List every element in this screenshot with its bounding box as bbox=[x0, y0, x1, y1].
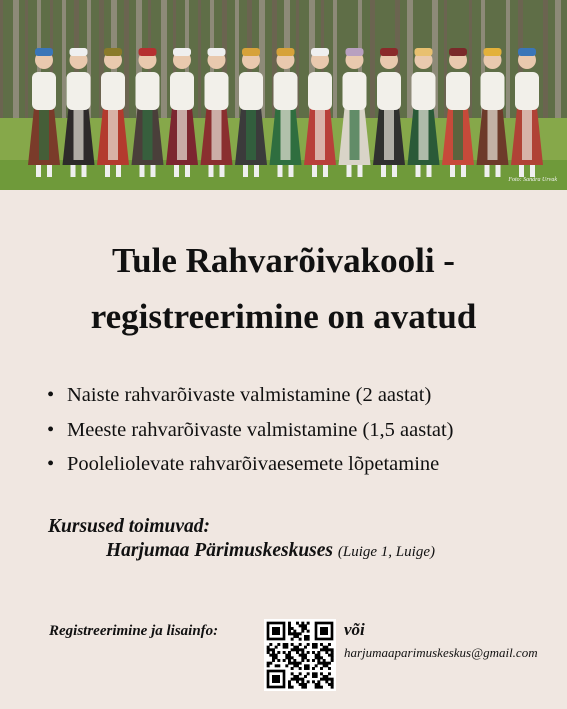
qr-module bbox=[301, 680, 304, 683]
qr-module bbox=[277, 643, 280, 646]
registration-label: Registreerimine ja lisainfo: bbox=[49, 623, 219, 639]
qr-module bbox=[301, 659, 304, 662]
costume-headwear bbox=[173, 48, 191, 56]
costume-headwear bbox=[277, 48, 295, 56]
qr-module bbox=[277, 651, 280, 654]
qr-module bbox=[307, 680, 310, 683]
qr-module bbox=[299, 662, 302, 665]
qr-module bbox=[331, 651, 334, 654]
course-item-women: • Naiste rahvarõivaste valmistamine (2 aastat) bbox=[47, 378, 454, 413]
qr-module bbox=[315, 656, 318, 659]
qr-module bbox=[293, 646, 296, 649]
or-label: või bbox=[344, 620, 365, 639]
figure-leg bbox=[209, 165, 214, 177]
costume-blouse bbox=[239, 72, 263, 110]
qr-module bbox=[307, 659, 310, 662]
qr-module bbox=[288, 632, 291, 635]
qr-module bbox=[272, 656, 275, 659]
qr-module bbox=[304, 683, 307, 686]
qr-module bbox=[288, 662, 291, 665]
costume-blouse bbox=[412, 72, 436, 110]
qr-module bbox=[301, 648, 304, 651]
figure-leg bbox=[289, 165, 294, 177]
qr-module bbox=[304, 656, 307, 659]
costume-headwear bbox=[311, 48, 329, 56]
qr-module bbox=[315, 675, 318, 678]
qr-module bbox=[307, 643, 310, 646]
qr-module bbox=[331, 656, 334, 659]
qr-module bbox=[269, 654, 272, 657]
qr-module bbox=[323, 662, 326, 665]
qr-module bbox=[331, 683, 334, 686]
tree-trunk bbox=[25, 0, 28, 125]
figure-leg bbox=[312, 165, 317, 177]
qr-module bbox=[291, 656, 294, 659]
qr-module bbox=[301, 651, 304, 654]
qr-module bbox=[288, 686, 291, 689]
qr-module bbox=[288, 624, 291, 627]
qr-module bbox=[307, 672, 310, 675]
figure-leg bbox=[220, 165, 225, 177]
tree-trunk bbox=[543, 0, 548, 125]
venue-line bbox=[106, 539, 435, 564]
costume-blouse bbox=[136, 72, 160, 110]
course-list bbox=[47, 378, 454, 482]
qr-module bbox=[277, 659, 280, 662]
qr-module bbox=[301, 624, 304, 627]
costume-apron bbox=[350, 110, 360, 160]
costume-apron bbox=[177, 110, 187, 160]
costume-headwear bbox=[518, 48, 536, 56]
costume-blouse bbox=[308, 72, 332, 110]
figure-leg bbox=[392, 165, 397, 177]
qr-module bbox=[304, 624, 307, 627]
tree-trunk bbox=[124, 0, 129, 125]
qr-finder bbox=[272, 675, 280, 683]
qr-module bbox=[299, 672, 302, 675]
qr-module bbox=[296, 632, 299, 635]
qr-module bbox=[267, 664, 270, 667]
qr-module bbox=[275, 656, 278, 659]
qr-module bbox=[323, 659, 326, 662]
qr-module bbox=[283, 651, 286, 654]
tree-trunk bbox=[235, 0, 239, 125]
qr-module bbox=[325, 678, 328, 681]
qr-module bbox=[267, 662, 270, 665]
qr-module bbox=[296, 646, 299, 649]
qr-module bbox=[304, 686, 307, 689]
qr-module bbox=[325, 664, 328, 667]
qr-module bbox=[325, 648, 328, 651]
costume-blouse bbox=[170, 72, 194, 110]
qr-module bbox=[328, 654, 331, 657]
qr-module bbox=[269, 643, 272, 646]
qr-module bbox=[296, 675, 299, 678]
costume-apron bbox=[74, 110, 84, 160]
qr-module bbox=[272, 648, 275, 651]
qr-module bbox=[317, 651, 320, 654]
costume-blouse bbox=[67, 72, 91, 110]
figure-leg bbox=[381, 165, 386, 177]
qr-module bbox=[291, 648, 294, 651]
venue-name: Harjumaa Pärimuskeskuses bbox=[106, 540, 334, 561]
qr-module bbox=[272, 651, 275, 654]
costume-apron bbox=[522, 110, 532, 160]
registration-email[interactable]: harjumaaparimuskeskus@gmail.com bbox=[344, 645, 538, 660]
qr-module bbox=[331, 680, 334, 683]
qr-module bbox=[328, 678, 331, 681]
qr-module bbox=[293, 675, 296, 678]
costume-apron bbox=[453, 110, 463, 160]
photo-credit: Foto: Sandra Urvak bbox=[508, 177, 557, 183]
title-line-1: Tule Rahvarõivakooli - bbox=[112, 241, 455, 280]
qr-module bbox=[331, 678, 334, 681]
costume-apron bbox=[315, 110, 325, 160]
title-line-2: registreerimine on avatud bbox=[90, 297, 477, 336]
qr-module bbox=[275, 664, 278, 667]
qr-module bbox=[328, 643, 331, 646]
figure-leg bbox=[36, 165, 41, 177]
qr-module bbox=[304, 664, 307, 667]
qr-module bbox=[307, 651, 310, 654]
qr-module bbox=[320, 667, 323, 670]
qr-module bbox=[307, 664, 310, 667]
qr-module bbox=[304, 667, 307, 670]
qr-module bbox=[291, 667, 294, 670]
qr-module bbox=[275, 646, 278, 649]
qr-module bbox=[291, 678, 294, 681]
qr-module bbox=[299, 654, 302, 657]
tree-trunk bbox=[62, 0, 66, 125]
qr-module bbox=[291, 686, 294, 689]
qr-module bbox=[267, 646, 270, 649]
qr-module bbox=[304, 627, 307, 630]
qr-module bbox=[269, 662, 272, 665]
qr-module bbox=[312, 651, 315, 654]
qr-module bbox=[299, 638, 302, 641]
qr-module bbox=[296, 664, 299, 667]
qr-module bbox=[288, 659, 291, 662]
qr-module bbox=[301, 678, 304, 681]
qr-module bbox=[299, 643, 302, 646]
qr-module bbox=[315, 643, 318, 646]
costume-blouse bbox=[274, 72, 298, 110]
costume-apron bbox=[108, 110, 118, 160]
costume-headwear bbox=[380, 48, 398, 56]
qr-module bbox=[320, 662, 323, 665]
figure-leg bbox=[243, 165, 248, 177]
qr-module bbox=[293, 632, 296, 635]
qr-module bbox=[328, 667, 331, 670]
qr-module bbox=[307, 667, 310, 670]
costume-apron bbox=[212, 110, 222, 160]
costume-headwear bbox=[35, 48, 53, 56]
qr-module bbox=[296, 635, 299, 638]
qr-module bbox=[323, 664, 326, 667]
qr-module bbox=[323, 678, 326, 681]
qr-module bbox=[299, 648, 302, 651]
qr-module bbox=[304, 646, 307, 649]
venue-address: (Luige 1, Luige) bbox=[337, 544, 435, 560]
qr-module bbox=[328, 672, 331, 675]
qr-module bbox=[275, 654, 278, 657]
figure-leg bbox=[358, 165, 363, 177]
qr-finder bbox=[272, 627, 280, 635]
qr-module bbox=[317, 662, 320, 665]
qr-module bbox=[320, 678, 323, 681]
qr-module bbox=[272, 654, 275, 657]
qr-module bbox=[323, 648, 326, 651]
qr-module bbox=[283, 659, 286, 662]
figure-leg bbox=[140, 165, 145, 177]
qr-module bbox=[301, 627, 304, 630]
qr-module bbox=[296, 622, 299, 625]
qr-module bbox=[325, 662, 328, 665]
qr-module bbox=[296, 648, 299, 651]
figure-leg bbox=[485, 165, 490, 177]
qr-module bbox=[304, 675, 307, 678]
qr-module bbox=[312, 667, 315, 670]
qr-module bbox=[312, 672, 315, 675]
qr-module bbox=[320, 686, 323, 689]
qr-module bbox=[312, 643, 315, 646]
figure-leg bbox=[278, 165, 283, 177]
qr-module bbox=[320, 672, 323, 675]
costume-headwear bbox=[346, 48, 364, 56]
costume-blouse bbox=[481, 72, 505, 110]
qr-module bbox=[299, 683, 302, 686]
qr-module bbox=[296, 678, 299, 681]
qr-module bbox=[291, 638, 294, 641]
tree-trunk bbox=[0, 0, 3, 125]
figure-leg bbox=[347, 165, 352, 177]
figure-leg bbox=[450, 165, 455, 177]
qr-module bbox=[323, 675, 326, 678]
qr-module bbox=[320, 656, 323, 659]
tree-trunk bbox=[198, 0, 201, 125]
qr-module bbox=[277, 664, 280, 667]
costume-headwear bbox=[415, 48, 433, 56]
qr-module bbox=[288, 622, 291, 625]
folk-costume-photo bbox=[0, 0, 567, 190]
qr-module bbox=[293, 664, 296, 667]
figure-leg bbox=[47, 165, 52, 177]
qr-module bbox=[296, 680, 299, 683]
costume-apron bbox=[488, 110, 498, 160]
page-title bbox=[0, 233, 567, 345]
qr-code[interactable] bbox=[264, 619, 336, 691]
qr-module bbox=[293, 635, 296, 638]
tree-trunk bbox=[506, 0, 510, 125]
qr-finder bbox=[320, 627, 328, 635]
qr-module bbox=[291, 672, 294, 675]
tree-trunk bbox=[555, 0, 561, 125]
tree-trunk bbox=[13, 0, 19, 125]
costume-apron bbox=[143, 110, 153, 160]
qr-module bbox=[301, 654, 304, 657]
qr-module bbox=[304, 635, 307, 638]
location-heading: Kursused toimuvad: bbox=[48, 516, 210, 537]
costume-blouse bbox=[101, 72, 125, 110]
figure-leg bbox=[116, 165, 121, 177]
qr-module bbox=[283, 646, 286, 649]
tree-trunk bbox=[370, 0, 375, 125]
qr-module bbox=[325, 651, 328, 654]
tree-trunk bbox=[333, 0, 337, 125]
costume-blouse bbox=[515, 72, 539, 110]
qr-module bbox=[323, 646, 326, 649]
course-item-men: • Meeste rahvarõivaste valmistamine (1,5 aastat) bbox=[47, 413, 454, 448]
qr-module bbox=[328, 683, 331, 686]
costume-blouse bbox=[343, 72, 367, 110]
costume-blouse bbox=[205, 72, 229, 110]
figure-leg bbox=[71, 165, 76, 177]
qr-module bbox=[288, 656, 291, 659]
qr-module bbox=[315, 654, 318, 657]
figure-leg bbox=[174, 165, 179, 177]
costume-headwear bbox=[139, 48, 157, 56]
qr-module bbox=[325, 680, 328, 683]
figure-leg bbox=[519, 165, 524, 177]
qr-module bbox=[317, 683, 320, 686]
qr-module bbox=[285, 643, 288, 646]
qr-module bbox=[293, 630, 296, 633]
qr-module bbox=[301, 686, 304, 689]
qr-module bbox=[328, 648, 331, 651]
qr-module bbox=[304, 654, 307, 657]
qr-module bbox=[312, 675, 315, 678]
costume-apron bbox=[246, 110, 256, 160]
qr-module bbox=[301, 656, 304, 659]
figure-leg bbox=[323, 165, 328, 177]
figure-leg bbox=[185, 165, 190, 177]
qr-module bbox=[291, 662, 294, 665]
qr-module bbox=[325, 646, 328, 649]
qr-module bbox=[315, 686, 318, 689]
qr-module bbox=[331, 654, 334, 657]
qr-module bbox=[296, 662, 299, 665]
qr-module bbox=[315, 683, 318, 686]
costume-headwear bbox=[242, 48, 260, 56]
qr-module bbox=[317, 680, 320, 683]
qr-module bbox=[267, 651, 270, 654]
costume-apron bbox=[39, 110, 49, 160]
qr-module bbox=[320, 643, 323, 646]
figure-leg bbox=[416, 165, 421, 177]
costume-headwear bbox=[484, 48, 502, 56]
costume-blouse bbox=[377, 72, 401, 110]
qr-module bbox=[317, 659, 320, 662]
costume-headwear bbox=[449, 48, 467, 56]
costume-blouse bbox=[32, 72, 56, 110]
qr-module bbox=[331, 648, 334, 651]
qr-module bbox=[285, 664, 288, 667]
qr-module bbox=[317, 686, 320, 689]
qr-module bbox=[312, 659, 315, 662]
qr-module bbox=[291, 627, 294, 630]
qr-module bbox=[331, 686, 334, 689]
qr-module bbox=[293, 678, 296, 681]
qr-module bbox=[299, 678, 302, 681]
qr-module bbox=[331, 659, 334, 662]
qr-module bbox=[307, 635, 310, 638]
qr-module bbox=[288, 683, 291, 686]
figure-leg bbox=[254, 165, 259, 177]
qr-module bbox=[267, 648, 270, 651]
qr-module bbox=[291, 632, 294, 635]
qr-module bbox=[285, 656, 288, 659]
qr-module bbox=[272, 659, 275, 662]
qr-module bbox=[315, 672, 318, 675]
qr-module bbox=[269, 648, 272, 651]
costume-apron bbox=[281, 110, 291, 160]
qr-module bbox=[315, 664, 318, 667]
qr-module bbox=[301, 683, 304, 686]
qr-module bbox=[307, 630, 310, 633]
costume-apron bbox=[419, 110, 429, 160]
figure-leg bbox=[496, 165, 501, 177]
qr-module bbox=[293, 662, 296, 665]
qr-module bbox=[288, 680, 291, 683]
qr-module bbox=[317, 656, 320, 659]
qr-module bbox=[301, 622, 304, 625]
qr-module bbox=[299, 667, 302, 670]
figure-leg bbox=[82, 165, 87, 177]
qr-module bbox=[296, 651, 299, 654]
qr-module bbox=[312, 680, 315, 683]
qr-module bbox=[320, 648, 323, 651]
qr-module bbox=[315, 646, 318, 649]
figure-leg bbox=[151, 165, 156, 177]
figure-leg bbox=[427, 165, 432, 177]
figure-leg bbox=[105, 165, 110, 177]
figure-leg bbox=[461, 165, 466, 177]
qr-module bbox=[304, 638, 307, 641]
qr-module bbox=[291, 643, 294, 646]
qr-module bbox=[285, 654, 288, 657]
qr-module bbox=[293, 648, 296, 651]
qr-module bbox=[288, 654, 291, 657]
qr-module bbox=[301, 630, 304, 633]
qr-module bbox=[299, 624, 302, 627]
costume-headwear bbox=[70, 48, 88, 56]
qr-module bbox=[285, 646, 288, 649]
qr-module bbox=[328, 662, 331, 665]
qr-module bbox=[288, 627, 291, 630]
costume-blouse bbox=[446, 72, 470, 110]
qr-module bbox=[307, 638, 310, 641]
tree-trunk bbox=[161, 0, 167, 125]
qr-module bbox=[299, 632, 302, 635]
costume-headwear bbox=[208, 48, 226, 56]
qr-module bbox=[312, 646, 315, 649]
qr-module bbox=[325, 675, 328, 678]
course-item-finishing: • Pooleliolevate rahvarõivaesemete lõpetamine bbox=[47, 447, 454, 482]
qr-module bbox=[293, 659, 296, 662]
qr-module bbox=[288, 630, 291, 633]
photo-illustration bbox=[0, 0, 567, 190]
qr-module bbox=[307, 622, 310, 625]
costume-apron bbox=[384, 110, 394, 160]
costume-headwear bbox=[104, 48, 122, 56]
qr-module bbox=[288, 651, 291, 654]
qr-module bbox=[317, 654, 320, 657]
figure-leg bbox=[530, 165, 535, 177]
qr-module bbox=[283, 643, 286, 646]
